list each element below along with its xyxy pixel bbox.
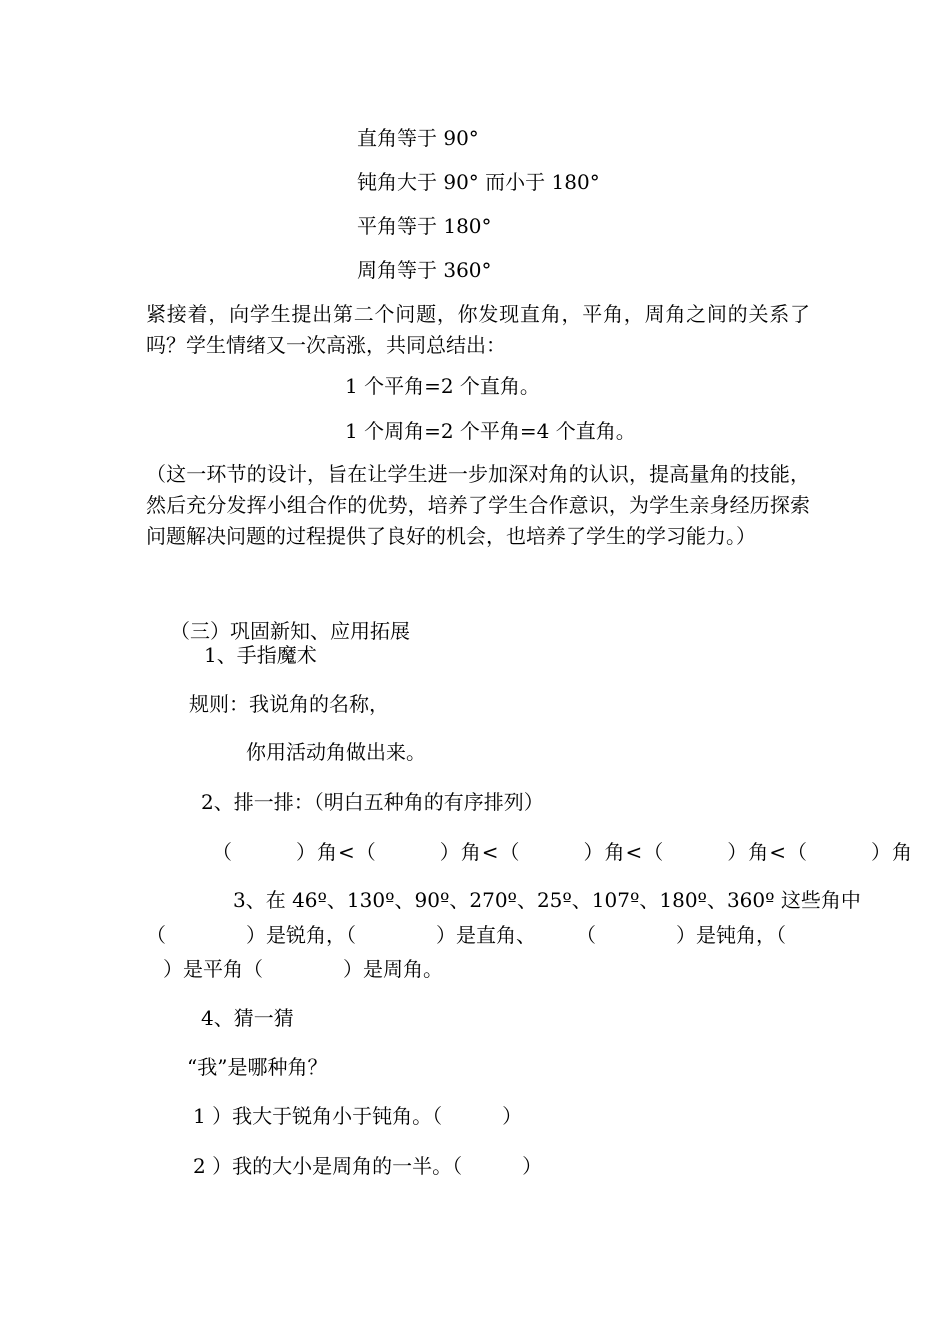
angle-obtuse-line: 钝角大于 90° 而小于 180° [357,170,600,194]
guess-title: 4、猜一猜 [201,1006,294,1030]
ordering-title: 2、排一排：（明白五种角的有序排列） [201,790,544,814]
finger-magic-title: 1、手指魔术 [204,643,317,667]
question-two-paragraph: 紧接着，向学生提出第二个问题，你发现直角，平角，周角之间的关系了吗？学生情绪又一次高涨，共同总结出： [146,302,810,357]
guess-prompt: “我”是哪种角？ [187,1055,328,1079]
classify-line-3: ）是平角（ ）是周角。 [163,957,443,981]
section-title: （三）巩固新知、应用拓展 [170,619,410,643]
angle-right-line: 直角等于 90° [357,126,479,150]
relation-full-straight-right: 1 个周角=2 个平角=4 个直角。 [345,419,636,443]
finger-magic-instruction: 你用活动角做出来。 [246,740,426,764]
ordering-blanks: （ ）角<（ ）角<（ ）角<（ ）角<（ ）角 [212,840,914,864]
guess-question-1: 1 ）我大于锐角小于钝角。（ ） [193,1104,523,1128]
classify-line-2: （ ）是锐角，（ ）是直角、 （ ）是钝角，（ [146,923,786,947]
angle-full-line: 周角等于 360° [357,258,492,282]
angle-straight-line: 平角等于 180° [357,214,492,238]
classify-line-1: 3、在 46º、130º、90º、270º、25º、107º、180º、360º 这些角中 [233,888,861,912]
finger-magic-rule: 规则：我说角的名称， [189,692,389,716]
relation-straight-right: 1 个平角=2 个直角。 [345,374,540,398]
design-note-paragraph: （这一环节的设计，旨在让学生进一步加深对角的认识，提高量角的技能，然后充分发挥小组合作的优势，培养了学生合作意识，为学生亲身经历探索问题解决问题的过程提供了良好的机会，也培养了学生的学习能力。） [146,462,810,548]
guess-question-2: 2 ）我的大小是周角的一半。（ ） [193,1154,543,1178]
